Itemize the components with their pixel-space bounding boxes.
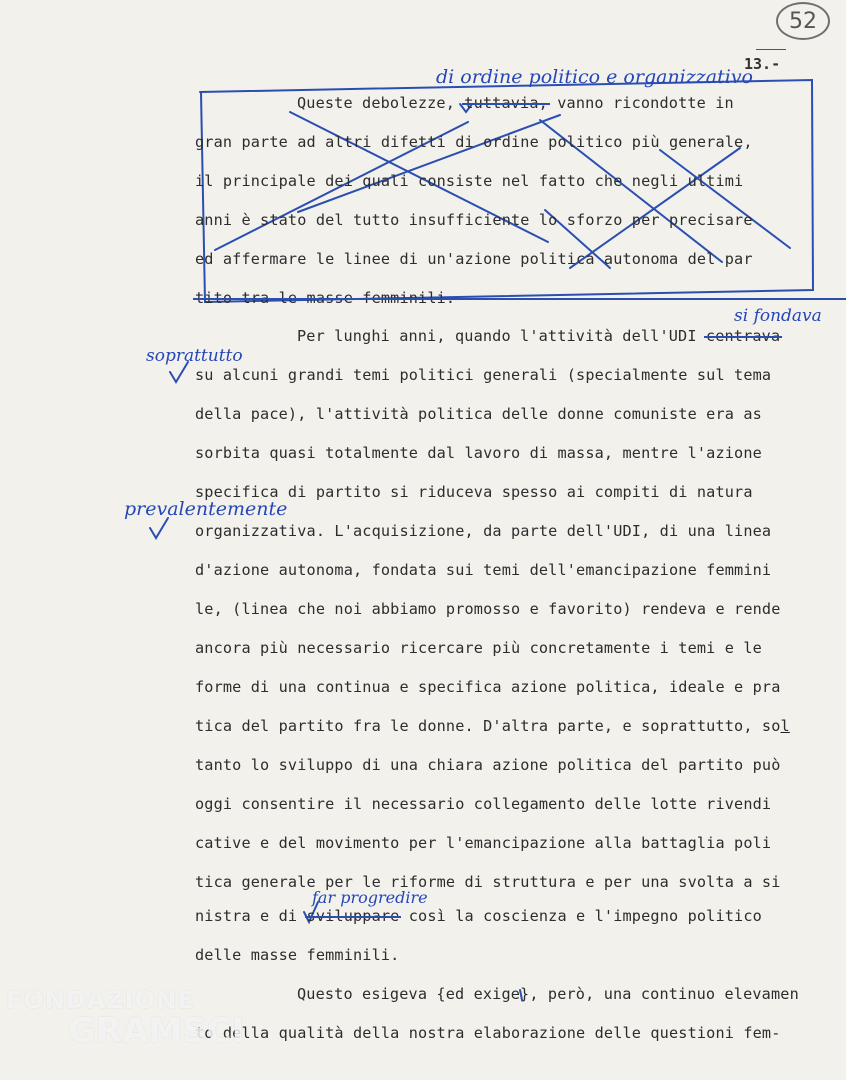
p1-line-1 [297,94,734,112]
p2-line-9: ancora più necessario ricercare più concretamente i temi e le [195,639,762,657]
p1-line-2: gran parte ad altri difetti di ordine politico più generale, [195,133,753,151]
p3-line-1-paren: {ed exige} [436,985,530,1003]
p2-line-13: oggi consentire il necessario collegamento delle lotte rivendi [195,795,772,813]
archive-stamp-number: 52 [789,8,817,34]
p2-line-1 [297,327,780,345]
p2-struck-sviluppare: sviluppare [306,907,400,925]
p3-line-1 [297,985,799,1003]
fondazione-gramsci-watermark [6,986,245,1051]
p2-line-11-a: tica del partito fra le donne. D'altra parte, e soprattutto, so [195,717,781,735]
handwritten-far-progredire: far progredire [312,888,428,907]
p1-line-6: tito tra le masse femminili. [195,289,846,307]
handwritten-si-fondava: si fondava [734,306,822,326]
p1-line-4: anni è stato del tutto insufficiente lo sforzo per precisare [195,211,753,229]
p2-line-2: su alcuni grandi temi politici generali (specialmente sul tema [195,366,772,384]
p1-line-1-a: Queste debolezze, [297,94,455,112]
p2-line-5: specifica di partito si riduceva spesso ai compiti di natura [195,483,753,501]
handwritten-soprattutto: soprattutto [146,346,243,366]
handwritten-prevalentemente: prevalentemente [124,498,288,520]
p1-struck-word: tuttavia, [464,94,548,112]
p2-line-17: delle masse femminili. [195,946,400,964]
p2-line-3: della pace), l'attività politica delle donne comuniste era as [195,405,762,423]
p2-line-14: cative e del movimento per l'emancipazione alla battaglia poli [195,834,772,852]
p2-line-11 [195,717,790,735]
handwritten-insert-ordine-politico: di ordine politico e organizzativo [436,66,753,88]
p2-line-10: forme di una continua e specifica azione politica, ideale e pra [195,678,781,696]
p2-line-16 [195,907,762,925]
p1-line-3: il principale dei quali consiste nel fatto che negli ultimi [195,172,744,190]
p2-line-4: sorbita quasi totalmente dal lavoro di massa, mentre l'azione [195,444,762,462]
p2-line-1-a: Per lunghi anni, quando l'attività dell'UDI [297,327,706,345]
p2-line-15: tica generale per le riforme di struttura e per una svolta a si [195,873,781,891]
p3-line-1-b: , però, una continuo elevamen [529,985,799,1003]
p1-line-1-b: vanno ricondotte in [547,94,734,112]
crossout-box [200,80,813,302]
crossout-line-6 [660,150,790,248]
p2-line-16-b: così la coscienza e l'impegno politico [399,907,762,925]
p2-line-16-a: nistra e di [195,907,307,925]
p2-line-8: le, (linea che noi abbiamo promosso e favorito) rendeva e rende [195,600,781,618]
p2-line-6: organizzativa. L'acquisizione, da parte dell'UDI, di una linea [195,522,772,540]
p2-line-12: tanto lo sviluppo di una chiara azione politica del partito può [195,756,781,774]
p3-line-1-a: Questo esigeva [297,985,437,1003]
insertion-check-3 [150,518,168,538]
crossout-line-3 [298,115,560,212]
page-number: 13.- [744,55,781,73]
p3-line-2: to della qualità della nostra elaborazione delle questioni fem- [195,1024,781,1042]
archive-page-stamp [776,2,830,40]
watermark-line-2: GRAMSCI [68,1011,245,1051]
p2-line-7: d'azione autonoma, fondata sui temi dell'emancipazione femmini [195,561,772,579]
p2-struck-centrava: centrava [705,327,781,345]
watermark-line-1: FONDAZIONE [6,986,195,1014]
p2-line-11-underlined: l [780,717,790,735]
p1-line-5: ed affermare le linee di un'azione politica autonoma del par [195,250,753,268]
